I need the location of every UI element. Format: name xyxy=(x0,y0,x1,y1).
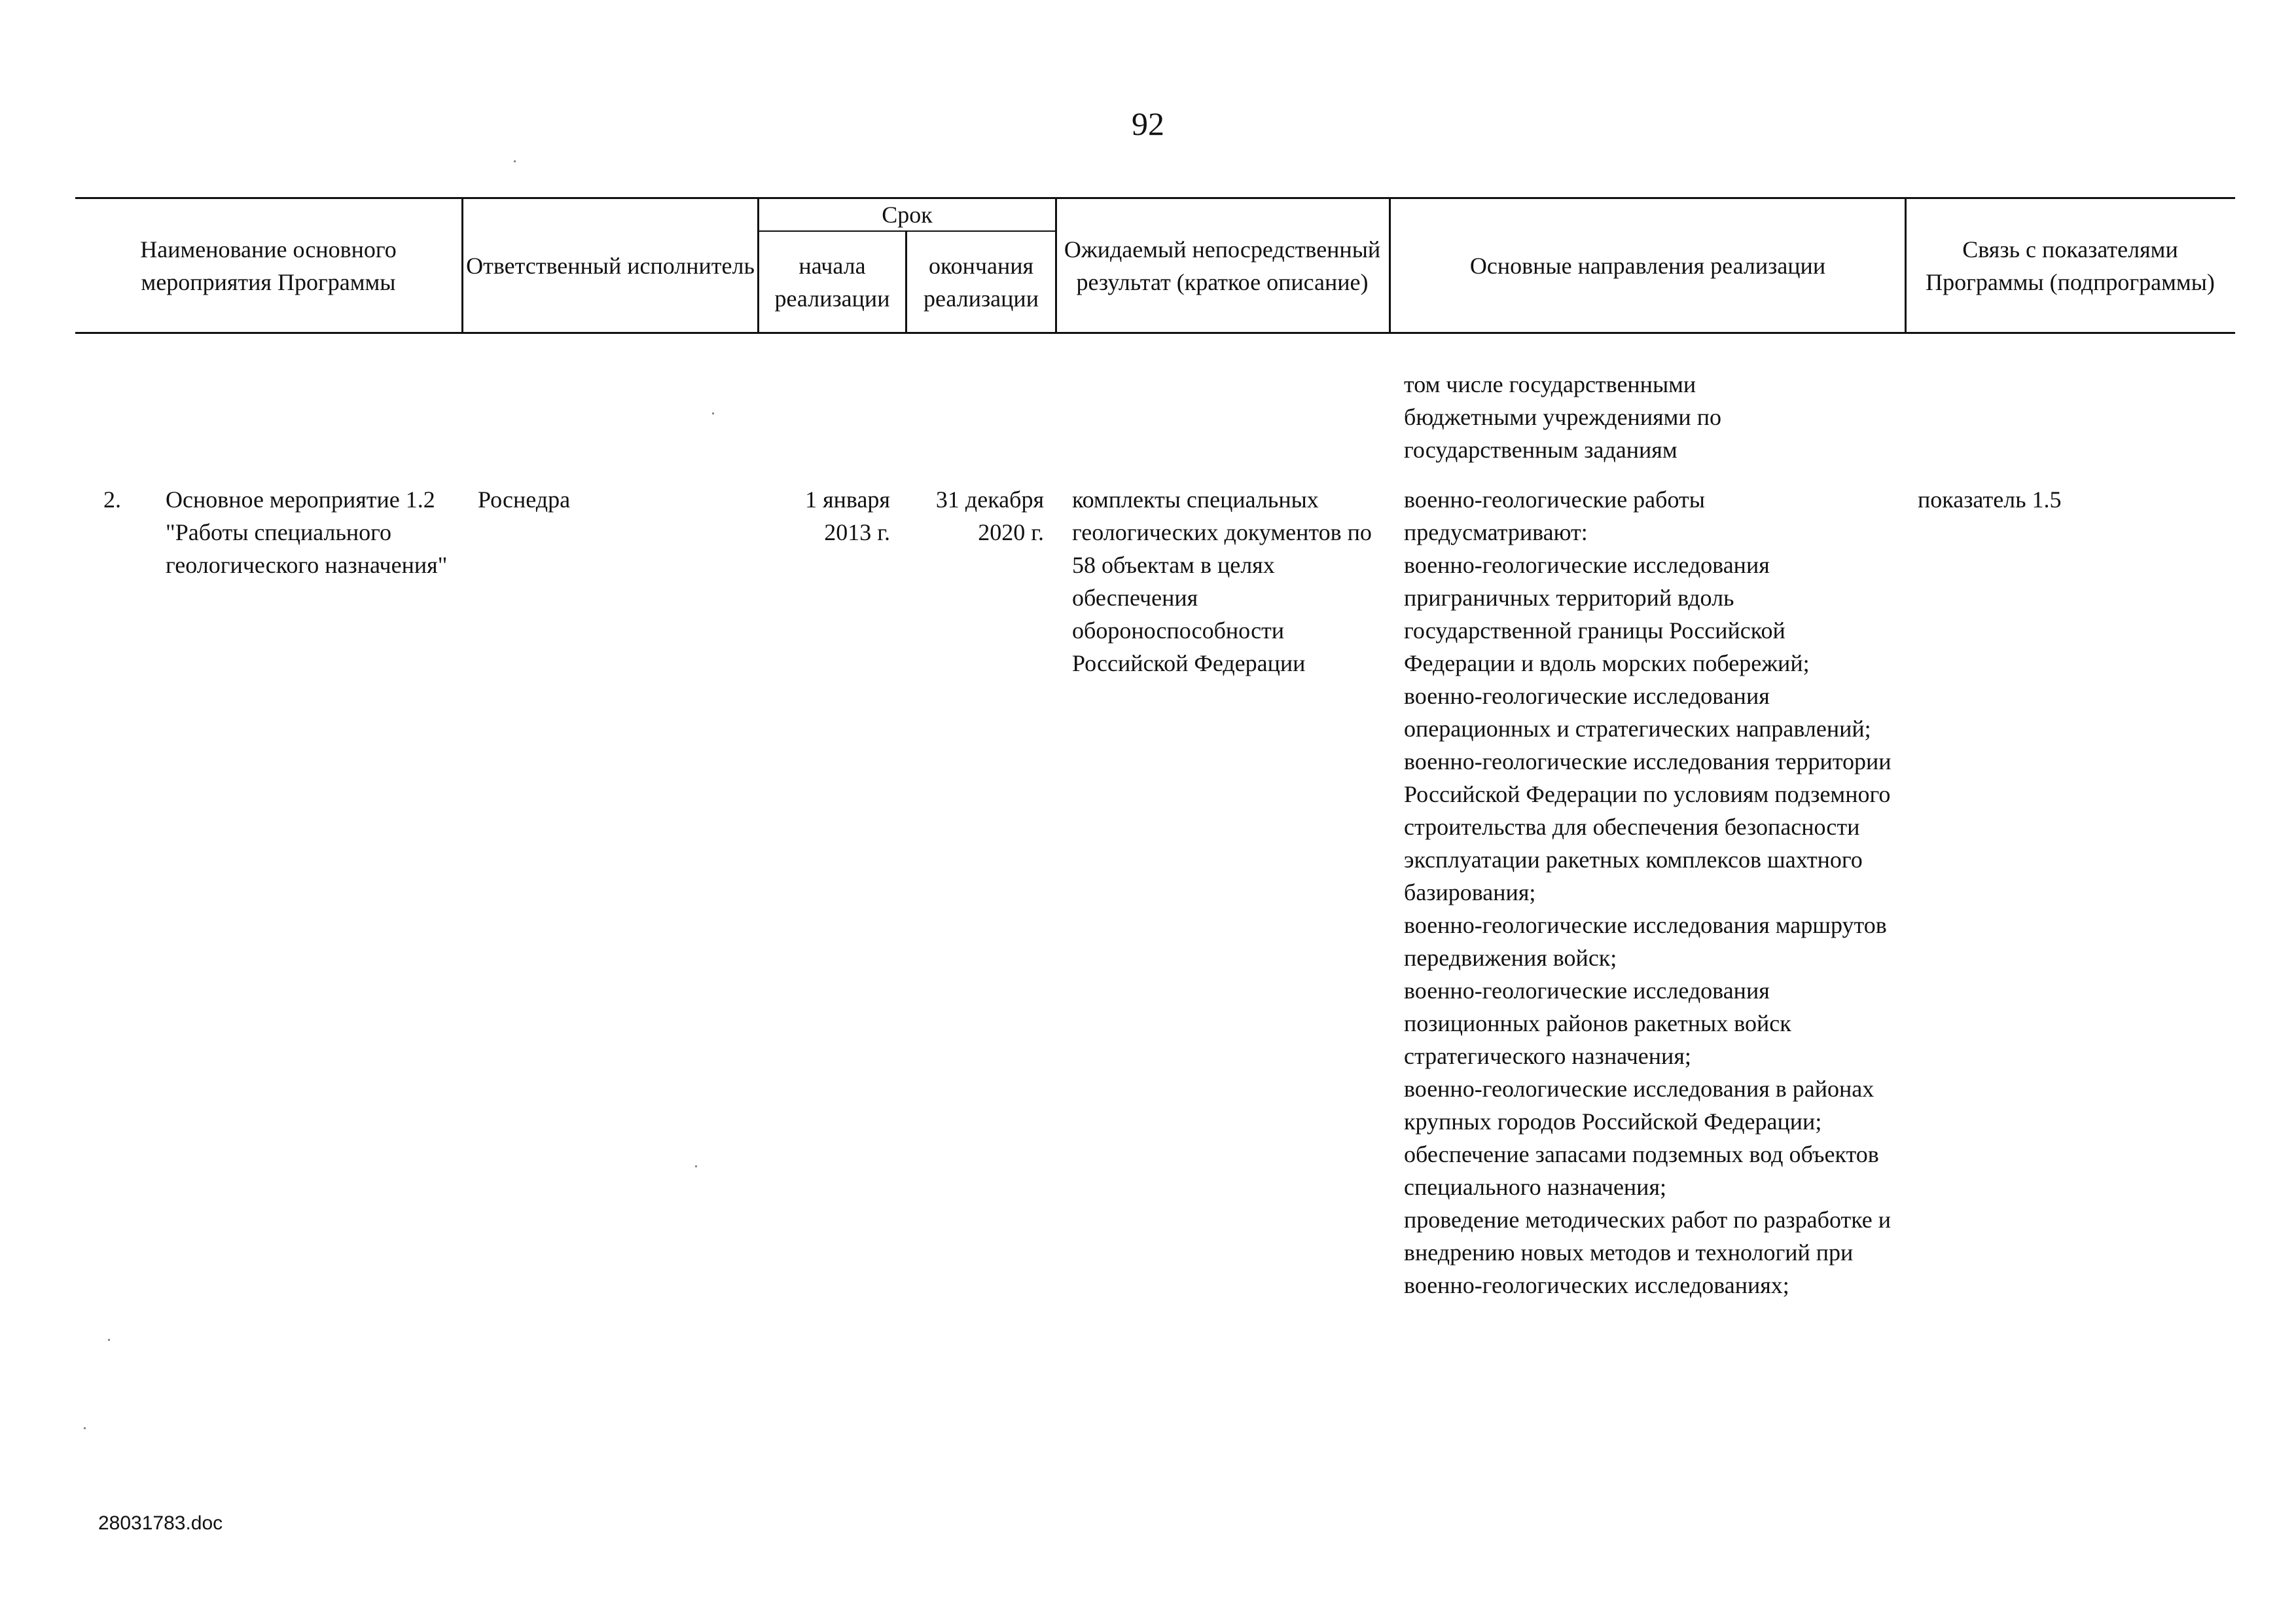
header-term: Срок xyxy=(882,202,933,228)
row-directions xyxy=(1404,483,1892,1302)
row-end: 31 декабря 2020 г. xyxy=(935,486,1044,545)
direction-item: военно-геологические исследования приграничных территорий вдоль государственной границы Российской Федерации и вдоль морских побережий; xyxy=(1404,552,1810,676)
scan-speck xyxy=(514,160,516,162)
header-end: окончания реализации xyxy=(924,253,1039,312)
row-start: 1 января 2013 г. xyxy=(805,486,890,545)
table-header-bottom-border xyxy=(75,332,2235,334)
direction-item: обеспечение запасами подземных вод объектов специального назначения; xyxy=(1404,1141,1879,1200)
file-name: 28031783.doc xyxy=(98,1512,223,1534)
scan-speck xyxy=(712,412,714,414)
page-number: 92 xyxy=(1132,105,1164,142)
scan-speck xyxy=(108,1339,110,1341)
row-executor: Роснедра xyxy=(478,486,571,513)
direction-item: военно-геологические исследования в районах крупных городов Российской Федерации; xyxy=(1404,1076,1874,1135)
scan-speck xyxy=(84,1427,86,1429)
header-indicators: Связь с показателями Программы (подпрограммы) xyxy=(1926,236,2215,295)
header-result: Ожидаемый непосредственный результат (краткое описание) xyxy=(1064,236,1381,295)
header-directions: Основные направления реализации xyxy=(1469,252,1826,279)
row-result: комплекты специальных геологических документов по 58 объектам в целях обеспечения обороноспособности Российской Федерации xyxy=(1072,486,1372,676)
header-divider xyxy=(1055,197,1057,334)
row-number: 2. xyxy=(103,486,121,513)
row-indicator: показатель 1.5 xyxy=(1918,486,2062,513)
continuation-text: том числе государственными бюджетными учреждениями по государственным заданиям xyxy=(1404,371,1721,463)
direction-item: военно-геологические исследования операционных и стратегических направлений; xyxy=(1404,683,1871,742)
direction-item: военно-геологические исследования позиционных районов ракетных войск стратегического назначения; xyxy=(1404,977,1791,1069)
direction-item: военно-геологические работы предусматривают: xyxy=(1404,486,1705,545)
row-name: Основное мероприятие 1.2 "Работы специального геологического назначения" xyxy=(166,486,448,578)
direction-item: военно-геологические исследования маршрутов передвижения войск; xyxy=(1404,912,1887,971)
direction-item: военно-геологические исследования территории Российской Федерации по условиям подземного строительства для обеспечения безопасности эксплуатации ракетных комплексов шахтного базирования; xyxy=(1404,748,1892,905)
header-name: Наименование основного мероприятия Программы xyxy=(140,236,397,295)
scan-speck xyxy=(695,1165,697,1167)
header-start: начала реализации xyxy=(774,253,890,312)
header-executor: Ответственный исполнитель xyxy=(466,252,755,279)
direction-item: проведение методических работ по разработке и внедрению новых методов и технологий при военно-геологических исследованиях; xyxy=(1404,1207,1892,1298)
